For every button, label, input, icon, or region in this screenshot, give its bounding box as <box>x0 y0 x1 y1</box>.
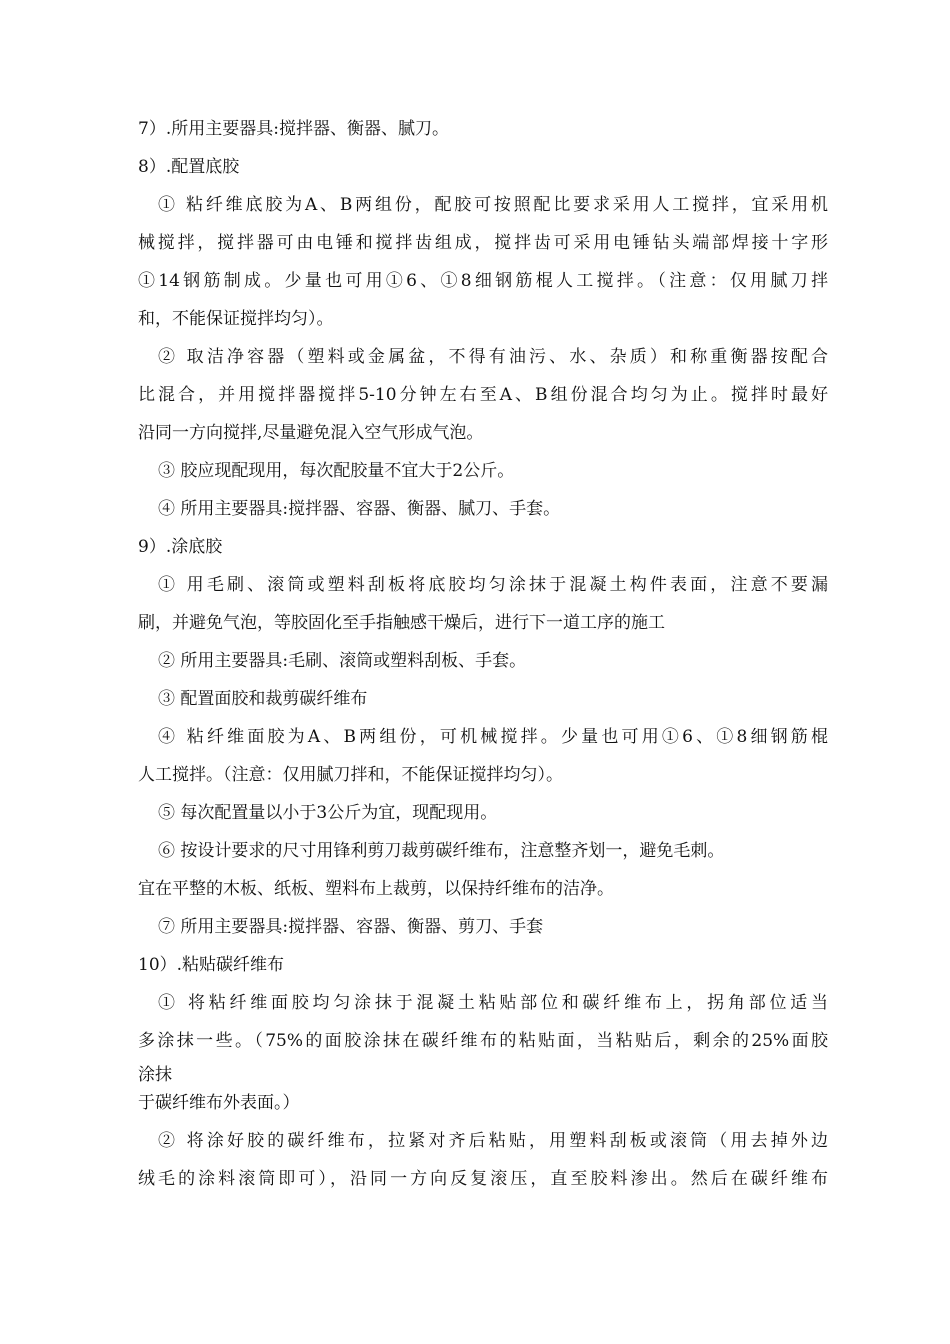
paragraph-line: ② 所用主要器具:毛刷、滚筒或塑料刮板、手套。 <box>158 651 527 671</box>
paragraph-line: ⑦ 所用主要器具:搅拌器、容器、衡器、剪刀、手套 <box>158 917 544 937</box>
paragraph-line: 涂抹 <box>138 1065 172 1085</box>
paragraph-line: ④ 粘纤维面胶为A、B两组份，可机械搅拌。少量也可用①6、①8细钢筋棍 <box>158 727 828 747</box>
paragraph-line: ② 取洁净容器（塑料或金属盆，不得有油污、水、杂质）和称重衡器按配合 <box>158 347 828 367</box>
paragraph-line: 比混合，并用搅拌器搅拌5-10分钟左右至A、B组份混合均匀为止。搅拌时最好 <box>138 385 828 405</box>
paragraph-line: 沿同一方向搅拌,尽量避免混入空气形成气泡。 <box>138 423 484 443</box>
step-7-heading: 7）.所用主要器具:搅拌器、衡器、腻刀。 <box>138 119 449 139</box>
paragraph-line: ③ 胶应现配现用，每次配胶量不宜大于2公斤。 <box>158 461 515 481</box>
paragraph-line: 人工搅拌。（注意：仅用腻刀拌和，不能保证搅拌均匀）。 <box>138 765 563 785</box>
paragraph-line: ④ 所用主要器具:搅拌器、容器、衡器、腻刀、手套。 <box>158 499 561 519</box>
paragraph-line: 刷，并避免气泡，等胶固化至手指触感干燥后，进行下一道工序的施工 <box>138 613 665 633</box>
paragraph-line: 宜在平整的木板、纸板、塑料布上裁剪，以保持纤维布的洁净。 <box>138 879 614 899</box>
step-9-heading: 9）.涂底胶 <box>138 537 223 557</box>
paragraph-line: ①14钢筋制成。少量也可用①6、①8细钢筋棍人工搅拌。（注意：仅用腻刀拌 <box>138 271 828 291</box>
paragraph-line: ③ 配置面胶和裁剪碳纤维布 <box>158 689 368 709</box>
paragraph-line: 于碳纤维布外表面。） <box>138 1093 300 1113</box>
paragraph-line: ① 粘纤维底胶为A、B两组份，配胶可按照配比要求采用人工搅拌，宜采用机 <box>158 195 828 215</box>
paragraph-line: 和，不能保证搅拌均匀）。 <box>138 309 334 329</box>
step-10-heading: 10）.粘贴碳纤维布 <box>138 955 285 975</box>
paragraph-line: 绒毛的涂料滚筒即可），沿同一方向反复滚压，直至胶料渗出。然后在碳纤维布 <box>138 1169 828 1189</box>
paragraph-line: ① 用毛刷、滚筒或塑料刮板将底胶均匀涂抹于混凝土构件表面，注意不要漏 <box>158 575 828 595</box>
paragraph-line: ① 将粘纤维面胶均匀涂抹于混凝土粘贴部位和碳纤维布上，拐角部位适当 <box>158 993 828 1013</box>
paragraph-line: 械搅拌，搅拌器可由电锤和搅拌齿组成，搅拌齿可采用电锤钻头端部焊接十字形 <box>138 233 828 253</box>
step-8-heading: 8）.配置底胶 <box>138 157 240 177</box>
paragraph-line: ⑥ 按设计要求的尺寸用锋利剪刀裁剪碳纤维布，注意整齐划一，避免毛刺。 <box>158 841 725 861</box>
paragraph-line: 多涂抹一些。（75%的面胶涂抹在碳纤维布的粘贴面，当粘贴后，剩余的25%面胶 <box>138 1031 828 1051</box>
paragraph-line: ⑤ 每次配置量以小于3公斤为宜，现配现用。 <box>158 803 498 823</box>
paragraph-line: ② 将涂好胶的碳纤维布，拉紧对齐后粘贴，用塑料刮板或滚筒（用去掉外边 <box>158 1131 828 1151</box>
